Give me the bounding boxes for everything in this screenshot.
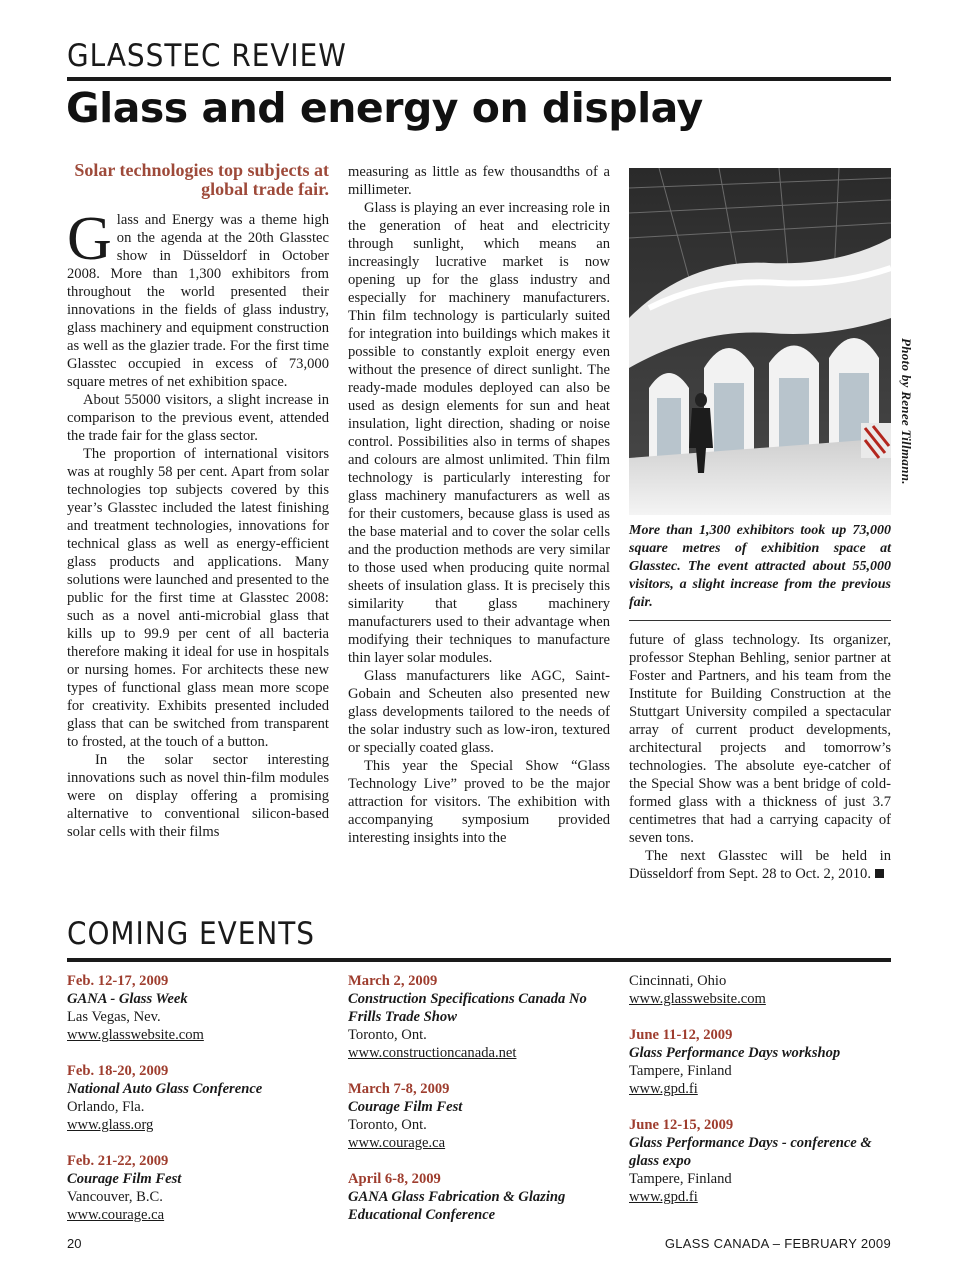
events-title: COMING EVENTS xyxy=(67,916,315,952)
event-item xyxy=(348,972,610,1062)
page-number: 20 xyxy=(67,1236,82,1251)
event-item xyxy=(67,972,329,1044)
event-name: Construction Specifications Canada No Frills Trade Show xyxy=(348,991,587,1025)
article-subhead: Solar technologies top subjects at global trade fair. xyxy=(74,160,329,199)
event-location: Toronto, Ont. xyxy=(348,1117,427,1133)
event-name: GANA - Glass Week xyxy=(67,991,188,1007)
header-rule xyxy=(67,77,891,81)
event-date: April 6-8, 2009 xyxy=(348,1171,441,1187)
paragraph: future of glass technology. Its organizer, professor Stephan Behling, senior partner at Foster and Partners, and his team from the Institute for Building Construction at the Stuttgart University compiled a spectacular array of current product developments, architectural projects and tomorrow’s technologies. The absolute eye-catcher of the Special Show was a bent bridge of cold-formed glass with a thickness of just 3.7 centimetres that had a carrying capacity of seven tons. xyxy=(629,632,891,846)
event-date: Feb. 12-17, 2009 xyxy=(67,973,169,989)
paragraph: The proportion of international visitors was at roughly 58 per cent. Apart from solar technologies top subjects covered by this year’s Glasstec included the latest finishing and treatment technologies, innovations for technical glass as well as energy-efficient glass products and applications. Many solutions were launched and presented to the public for the first time at Glasstec 2008: such as a novel anti-microbial glass that kills up to 99.9 per cent of all bacteria therefore making it ideal for use in hospitals or nursing homes. For architects these new types of functional glass mean more scope for creativity. Exhibits presented included glass that can be switched from transparent to frosted, at the touch of a button. xyxy=(67,446,329,750)
events-column-3 xyxy=(629,972,891,1224)
event-name: Courage Film Fest xyxy=(67,1171,182,1187)
end-mark-icon xyxy=(875,869,884,878)
event-location: Las Vegas, Nev. xyxy=(67,1009,161,1025)
paragraph: The next Glasstec will be held in Düsseldorf from Sept. 28 to Oct. 2, 2010. xyxy=(629,848,891,882)
event-item xyxy=(629,1116,891,1206)
event-name: GANA Glass Fabrication & Glazing Educational Conference xyxy=(348,1189,566,1223)
photo-caption: More than 1,300 exhibitors took up 73,000 square metres of exhibition space at Glasstec. The event attracted about 55,000 visitors, a slight increase from the previous fair. xyxy=(629,523,891,610)
event-name: Glass Performance Days - conference & glass expo xyxy=(629,1135,872,1169)
event-item xyxy=(67,1062,329,1134)
event-link[interactable]: www.constructioncanada.net xyxy=(348,1045,517,1061)
paragraph: measuring as little as few thousandths of a millimeter. xyxy=(348,164,610,198)
events-rule xyxy=(67,958,891,962)
event-link[interactable]: www.gpd.fi xyxy=(629,1189,698,1205)
event-location: Vancouver, B.C. xyxy=(67,1189,163,1205)
article-headline: Glass and energy on display xyxy=(66,84,703,132)
paragraph: Glass is playing an ever increasing role in the generation of heat and electricity through sunlight, which means an increasingly lucrative market is now opening up for the glass industry and especially for machinery manufacturers. Thin film technology is particularly suited for integration into buildings which makes it possible to constantly exploit energy even without the presence of direct sunlight. The ready-made modules deployed can also be used as design elements for sun and heat insulation, light direction, shading or noise control. Possibilities also in terms of shapes and colours are almost unlimited. Thin film technology is particularly interesting for glass machinery manufacturers as well as for their customers, because glass is used as the base material and to cover the solar cells and the production methods are very similar to those used when producing quite normal sheets of insulation glass. It is precisely this similarity that glass machinery manufacturers used to their advantage when modifying their techniques to manufacture thin layer solar modules. xyxy=(348,200,610,666)
event-item xyxy=(629,1026,891,1098)
events-column-1 xyxy=(67,972,329,1242)
photo-credit: Photo by Renee Tillmann. xyxy=(899,338,914,485)
drop-cap: G xyxy=(67,205,112,273)
event-item xyxy=(348,1170,610,1224)
event-item-continued xyxy=(629,972,891,1008)
article-column-3 xyxy=(629,631,891,883)
event-location: Toronto, Ont. xyxy=(348,1027,427,1043)
paragraph: About 55000 visitors, a slight increase in comparison to the previous event, attended the trade fair for the glass sector. xyxy=(67,392,329,444)
event-date: Feb. 21-22, 2009 xyxy=(67,1153,169,1169)
event-date: March 7-8, 2009 xyxy=(348,1081,450,1097)
event-date: June 11-12, 2009 xyxy=(629,1027,733,1043)
event-name: Courage Film Fest xyxy=(348,1099,463,1115)
event-item xyxy=(348,1080,610,1152)
paragraph: Glass manufacturers like AGC, Saint-Gobain and Scheuten also presented new glass developments tailored to the needs of the solar industry such as low-iron, textured or specially coated glass. xyxy=(348,668,610,756)
event-link[interactable]: www.glass.org xyxy=(67,1117,154,1133)
event-location: Tampere, Finland xyxy=(629,1171,732,1187)
section-label: GLASSTEC REVIEW xyxy=(67,38,347,74)
paragraph: In the solar sector interesting innovations such as novel thin-film modules were on display offering a promising alternative to conventional silicon-based solar cells with their films xyxy=(67,752,329,840)
event-date: June 12-15, 2009 xyxy=(629,1117,734,1133)
event-link[interactable]: www.courage.ca xyxy=(67,1207,165,1223)
event-location: Cincinnati, Ohio xyxy=(629,973,727,989)
article-column-2 xyxy=(348,163,610,847)
article-column-1 xyxy=(67,161,329,841)
event-location: Orlando, Fla. xyxy=(67,1099,145,1115)
event-link[interactable]: www.gpd.fi xyxy=(629,1081,698,1097)
event-name: National Auto Glass Conference xyxy=(67,1081,263,1097)
paragraph: lass and Energy was a theme high on the agenda at the 20th Glasstec show in Düsseldorf in October 2008. More than 1,300 exhibitors from throughout the world presented their innovations in the fields of glass industry, glass machinery and equipment construction as well as the glazier trade. For the first time Glasstec occupied in excess of 73,000 square metres of net exhibition space. xyxy=(67,212,329,390)
event-link[interactable]: www.courage.ca xyxy=(348,1135,446,1151)
event-item xyxy=(67,1152,329,1224)
publication-info: GLASS CANADA – FEBRUARY 2009 xyxy=(664,1236,891,1251)
event-link[interactable]: www.glasswebsite.com xyxy=(629,991,766,1007)
exhibition-photo xyxy=(629,168,891,515)
event-date: March 2, 2009 xyxy=(348,973,438,989)
caption-rule xyxy=(629,620,891,621)
event-location: Tampere, Finland xyxy=(629,1063,732,1079)
event-date: Feb. 18-20, 2009 xyxy=(67,1063,169,1079)
event-link[interactable]: www.glasswebsite.com xyxy=(67,1027,204,1043)
paragraph: This year the Special Show “Glass Technology Live” proved to be the major attraction for visitors. The exhibition with accompanying symposium provided interesting insights into the xyxy=(348,758,610,846)
event-name: Glass Performance Days workshop xyxy=(629,1045,841,1061)
events-column-2 xyxy=(348,972,610,1242)
